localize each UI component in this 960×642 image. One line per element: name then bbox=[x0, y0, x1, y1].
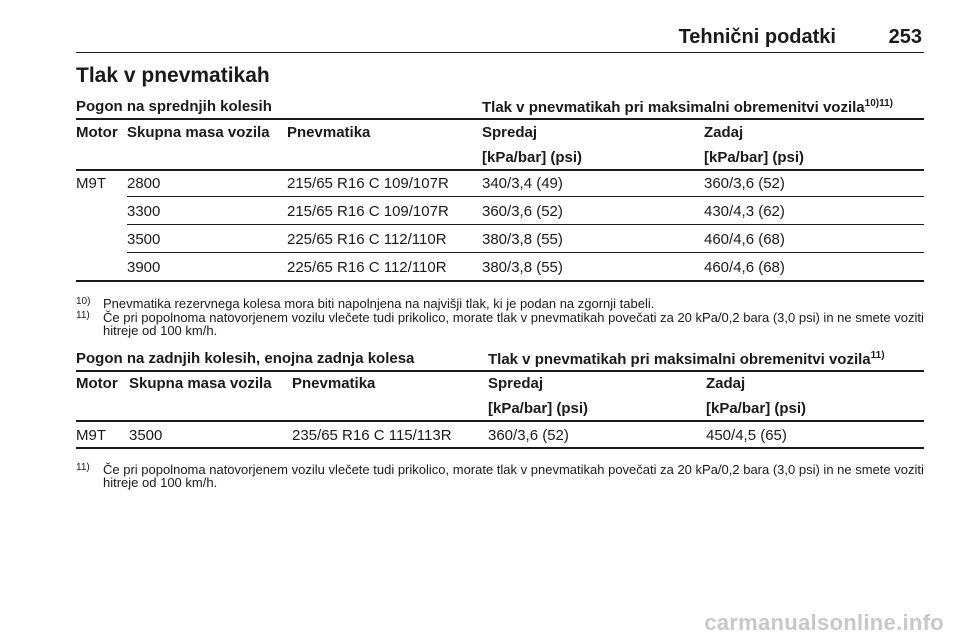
table-cell: 340/3,4 (49) bbox=[482, 175, 563, 192]
table1-top-rule bbox=[76, 118, 924, 120]
table-cell: 3500 bbox=[127, 231, 161, 248]
table-cell: 3500 bbox=[129, 427, 163, 444]
footnote-text: Če pri popolnoma natovorjenem vozilu vlečete tudi prikolico, morate tlak v pnevmatikah povečati za 20 kPa/0,2 bara (3,0 psi) in ne smete voziti hitreje od 100 km/h. bbox=[103, 462, 924, 490]
table-cell: 380/3,8 (55) bbox=[482, 231, 563, 248]
table2-left-label: Pogon na zadnjih kolesih, enojna zadnja kolesa bbox=[76, 350, 415, 367]
footnote-refs: 10)11) bbox=[864, 98, 893, 109]
row-rule bbox=[127, 224, 924, 225]
col-rear: Zadaj bbox=[704, 124, 744, 141]
table-cell: 2800 bbox=[127, 175, 161, 192]
footnote-marker: 11) bbox=[76, 310, 90, 321]
footnote-marker: 10) bbox=[76, 296, 91, 307]
table-cell: 450/4,5 (65) bbox=[706, 427, 787, 444]
header-rule bbox=[76, 52, 924, 53]
col-motor: Motor bbox=[76, 375, 118, 392]
section-title: Tehnični podatki bbox=[678, 26, 836, 48]
col-mass: Skupna masa vozila bbox=[129, 375, 272, 392]
col-rear: Zadaj bbox=[706, 375, 746, 392]
table-cell: 430/4,3 (62) bbox=[704, 203, 785, 220]
col-tyre: Pnevmatika bbox=[292, 375, 376, 392]
table-cell: 3900 bbox=[127, 259, 161, 276]
col-motor: Motor bbox=[76, 124, 118, 141]
footnote bbox=[76, 463, 924, 489]
page-title: Tlak v pnevmatikah bbox=[76, 64, 270, 87]
table-cell: 360/3,6 (52) bbox=[704, 175, 785, 192]
table-cell: 360/3,6 (52) bbox=[488, 427, 569, 444]
table-cell: 215/65 R16 C 109/107R bbox=[287, 175, 449, 192]
footnote bbox=[76, 297, 924, 310]
table-cell: 3300 bbox=[127, 203, 161, 220]
table-cell: 380/3,8 (55) bbox=[482, 259, 563, 276]
page-header bbox=[76, 26, 924, 50]
table-cell: 460/4,6 (68) bbox=[704, 231, 785, 248]
table-cell: M9T bbox=[76, 175, 106, 192]
table-cell: 360/3,6 (52) bbox=[482, 203, 563, 220]
table2-right-label: Tlak v pnevmatikah pri maksimalni obremenitvi vozila$^{11)}$ bbox=[488, 350, 885, 368]
table-cell: 235/65 R16 C 115/113R bbox=[292, 427, 452, 444]
table2-bottom-rule bbox=[76, 447, 924, 449]
footnote bbox=[76, 311, 924, 337]
page-number: 253 bbox=[888, 26, 922, 48]
col-front-unit: [kPa/bar] (psi) bbox=[482, 149, 583, 166]
footnote-text: Če pri popolnoma natovorjenem vozilu vlečete tudi prikolico, morate tlak v pnevmatikah povečati za 20 kPa/0,2 bara (3,0 psi) in ne smete voziti hitreje od 100 km/h. bbox=[103, 310, 924, 338]
footnote-text: Pnevmatika rezervnega kolesa mora biti napolnjena na najvišji tlak, ki je podan na zgornji tabeli. bbox=[103, 296, 655, 311]
col-rear-unit: [kPa/bar] (psi) bbox=[706, 400, 807, 417]
table-cell: 460/4,6 (68) bbox=[704, 259, 785, 276]
col-front: Spredaj bbox=[482, 124, 538, 141]
table1-header-rule bbox=[76, 169, 924, 171]
table1-bottom-rule bbox=[76, 280, 924, 282]
table2-header-rule bbox=[76, 420, 924, 422]
table-cell: 225/65 R16 C 112/110R bbox=[287, 231, 447, 248]
table-cell: M9T bbox=[76, 427, 106, 444]
col-tyre: Pnevmatika bbox=[287, 124, 371, 141]
row-rule bbox=[127, 196, 924, 197]
watermark: carmanualsonline.info bbox=[704, 610, 944, 635]
row-rule bbox=[127, 252, 924, 253]
col-front: Spredaj bbox=[488, 375, 544, 392]
table1-right-label: Tlak v pnevmatikah pri maksimalni obremenitvi vozila$^{10)11)}$ bbox=[482, 98, 893, 116]
footnote-refs: 11) bbox=[870, 350, 885, 361]
footnote-marker: 11) bbox=[76, 462, 90, 473]
table1-left-label: Pogon na sprednjih kolesih bbox=[76, 98, 272, 115]
col-rear-unit: [kPa/bar] (psi) bbox=[704, 149, 805, 166]
col-mass: Skupna masa vozila bbox=[127, 124, 270, 141]
table-cell: 225/65 R16 C 112/110R bbox=[287, 259, 447, 276]
col-front-unit: [kPa/bar] (psi) bbox=[488, 400, 589, 417]
table2-top-rule bbox=[76, 370, 924, 372]
table-cell: 215/65 R16 C 109/107R bbox=[287, 203, 449, 220]
